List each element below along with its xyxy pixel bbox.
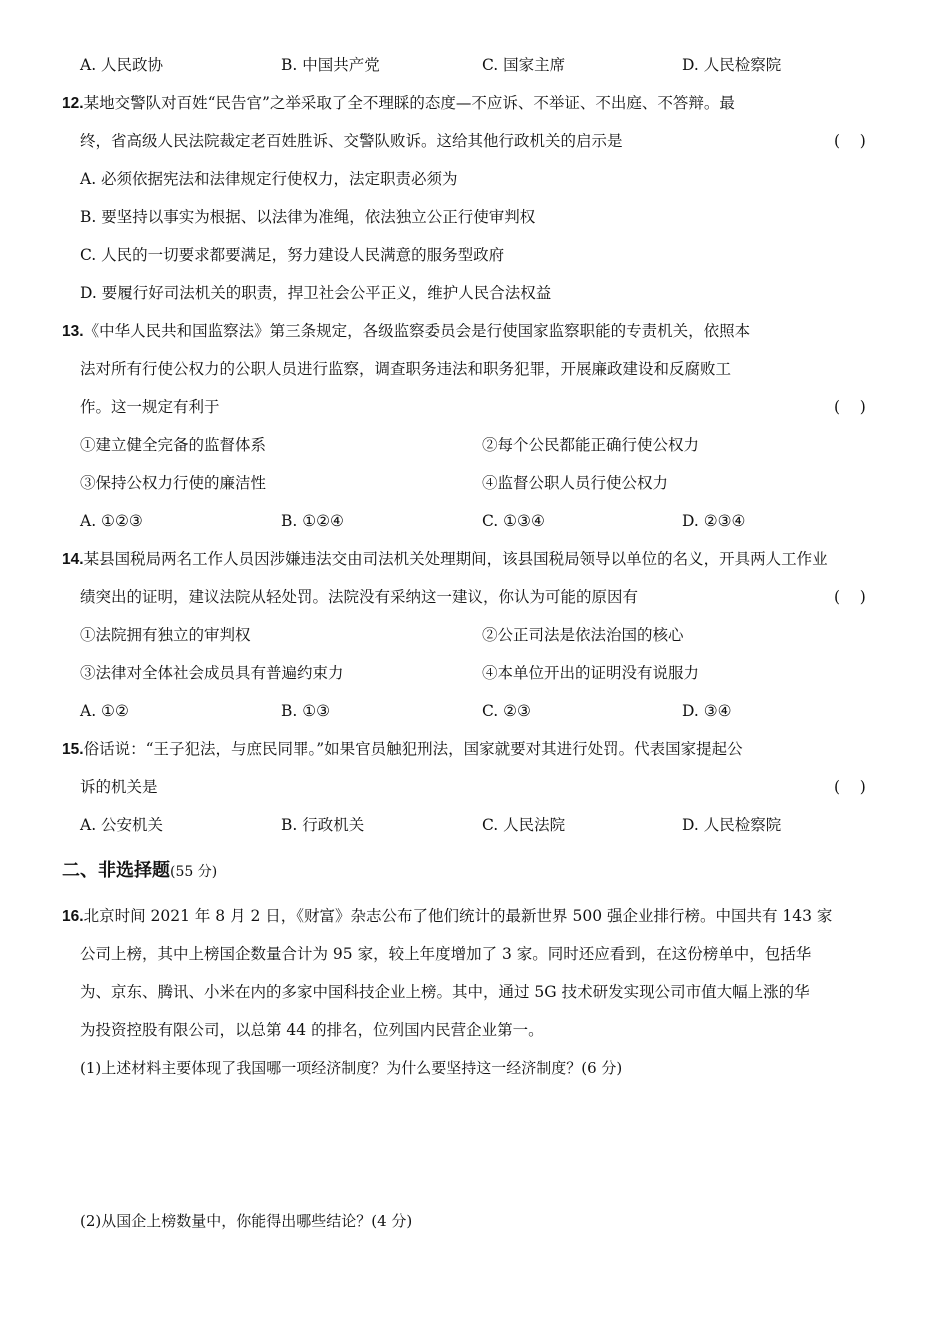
q14-number: 14. [62,551,84,568]
q14-item-3: ③法律对全体社会成员具有普遍约束力 [80,664,344,682]
q11-option-a: A. 人民政协 [80,56,164,74]
q13-option-b: B. ①②④ [281,512,344,530]
q13-item-4: ④监督公职人员行使公权力 [482,474,669,492]
q16-text-line1: 北京时间 2021 年 8 月 2 日，《财富》杂志公布了他们统计的最新世界 500 强企业排行榜。中国共有 143 家 [83,907,833,925]
section2-title: 二、非选择题 [62,860,170,881]
q14-text-line1: 某县国税局两名工作人员因涉嫌违法交由司法机关处理期间，该县国税局领导以单位的名义，开具两人工作业 [83,550,828,568]
q13-number: 13. [62,323,84,340]
q11-option-d: D. 人民检察院 [682,56,782,74]
q12-stem-line2: 终，省高级人民法院裁定老百姓胜诉、交警队败诉。这给其他行政机关的启示是 [80,132,623,150]
q15-option-a: A. 公安机关 [80,816,164,834]
q13-stem-line1 [62,321,750,342]
q13-option-d: D. ②③④ [682,512,746,530]
section2-heading [62,859,217,884]
q12-option-d: D. 要履行好司法机关的职责，捍卫社会公平正义，维护人民合法权益 [80,284,552,302]
q13-option-c: C. ①③④ [482,512,545,530]
q13-item-1: ①建立健全完备的监督体系 [80,436,267,454]
q13-option-a: A. ①②③ [80,512,143,530]
q14-answer-paren: ( ) [834,588,866,606]
q16-subquestion-2: (2)从国企上榜数量中，你能得出哪些结论？(4 分) [80,1212,413,1230]
q15-stem-line2: 诉的机关是 [80,778,158,796]
q11-option-c: C. 国家主席 [482,56,566,74]
q12-number: 12. [62,95,84,112]
q13-stem-line2: 法对所有行使公权力的公职人员进行监察，调查职务违法和职务犯罪，开展廉政建设和反腐败工 [80,360,732,378]
q14-option-c: C. ②③ [482,702,531,720]
q16-stem-line1 [62,906,832,927]
q12-stem-line1 [62,93,735,114]
q15-option-d: D. 人民检察院 [682,816,782,834]
q15-option-b: B. 行政机关 [281,816,365,834]
q12-text-line1: 某地交警队对百姓“民告官”之举采取了全不理睬的态度—不应诉、不举证、不出庭、不答辩。最 [83,94,735,112]
q13-text-line1: 《中华人民共和国监察法》第三条规定，各级监察委员会是行使国家监察职能的专责机关，依照本 [83,322,751,340]
q16-subquestion-1: (1)上述材料主要体现了我国哪一项经济制度？为什么要坚持这一经济制度？(6 分) [80,1059,623,1077]
q15-answer-paren: ( ) [834,778,866,796]
q11-option-b: B. 中国共产党 [281,56,380,74]
q13-item-3: ③保持公权力行使的廉洁性 [80,474,267,492]
q13-stem-line3: 作。这一规定有利于 [80,398,220,416]
q15-number: 15. [62,741,84,758]
q14-item-2: ②公正司法是依法治国的核心 [482,626,684,644]
q14-option-d: D. ③④ [682,702,732,720]
q15-stem-line1 [62,739,743,760]
q14-item-4: ④本单位开出的证明没有说服力 [482,664,700,682]
q15-text-line1: 俗话说：“王子犯法，与庶民同罪。”如果官员触犯刑法，国家就要对其进行处罚。代表国家提起公 [83,740,743,758]
q16-stem-line4: 为投资控股有限公司，以总第 44 的排名，位列国内民营企业第一。 [80,1021,544,1039]
q12-answer-paren: ( ) [834,132,866,150]
q16-number: 16. [62,908,84,925]
q14-option-a: A. ①② [80,702,129,720]
q13-item-2: ②每个公民都能正确行使公权力 [482,436,700,454]
q15-option-c: C. 人民法院 [482,816,566,834]
q13-answer-paren: ( ) [834,398,866,416]
q14-item-1: ①法院拥有独立的审判权 [80,626,251,644]
q16-stem-line3: 为、京东、腾讯、小米在内的多家中国科技企业上榜。其中，通过 5G 技术研发实现公司市值大幅上涨的华 [80,983,810,1001]
q14-stem-line2: 绩突出的证明，建议法院从轻处罚。法院没有采纳这一建议，你认为可能的原因有 [80,588,639,606]
q16-stem-line2: 公司上榜，其中上榜国企数量合计为 95 家，较上年度增加了 3 家。同时还应看到，在这份榜单中，包括华 [80,945,812,963]
section2-score: (55 分) [170,864,218,880]
q14-option-b: B. ①③ [281,702,331,720]
q14-stem-line1 [62,549,828,570]
q12-option-c: C. 人民的一切要求都要满足，努力建设人民满意的服务型政府 [80,246,505,264]
q12-option-b: B. 要坚持以事实为根据、以法律为准绳，依法独立公正行使审判权 [80,208,536,226]
q12-option-a: A. 必须依据宪法和法律规定行使权力，法定职责必须为 [80,170,458,188]
